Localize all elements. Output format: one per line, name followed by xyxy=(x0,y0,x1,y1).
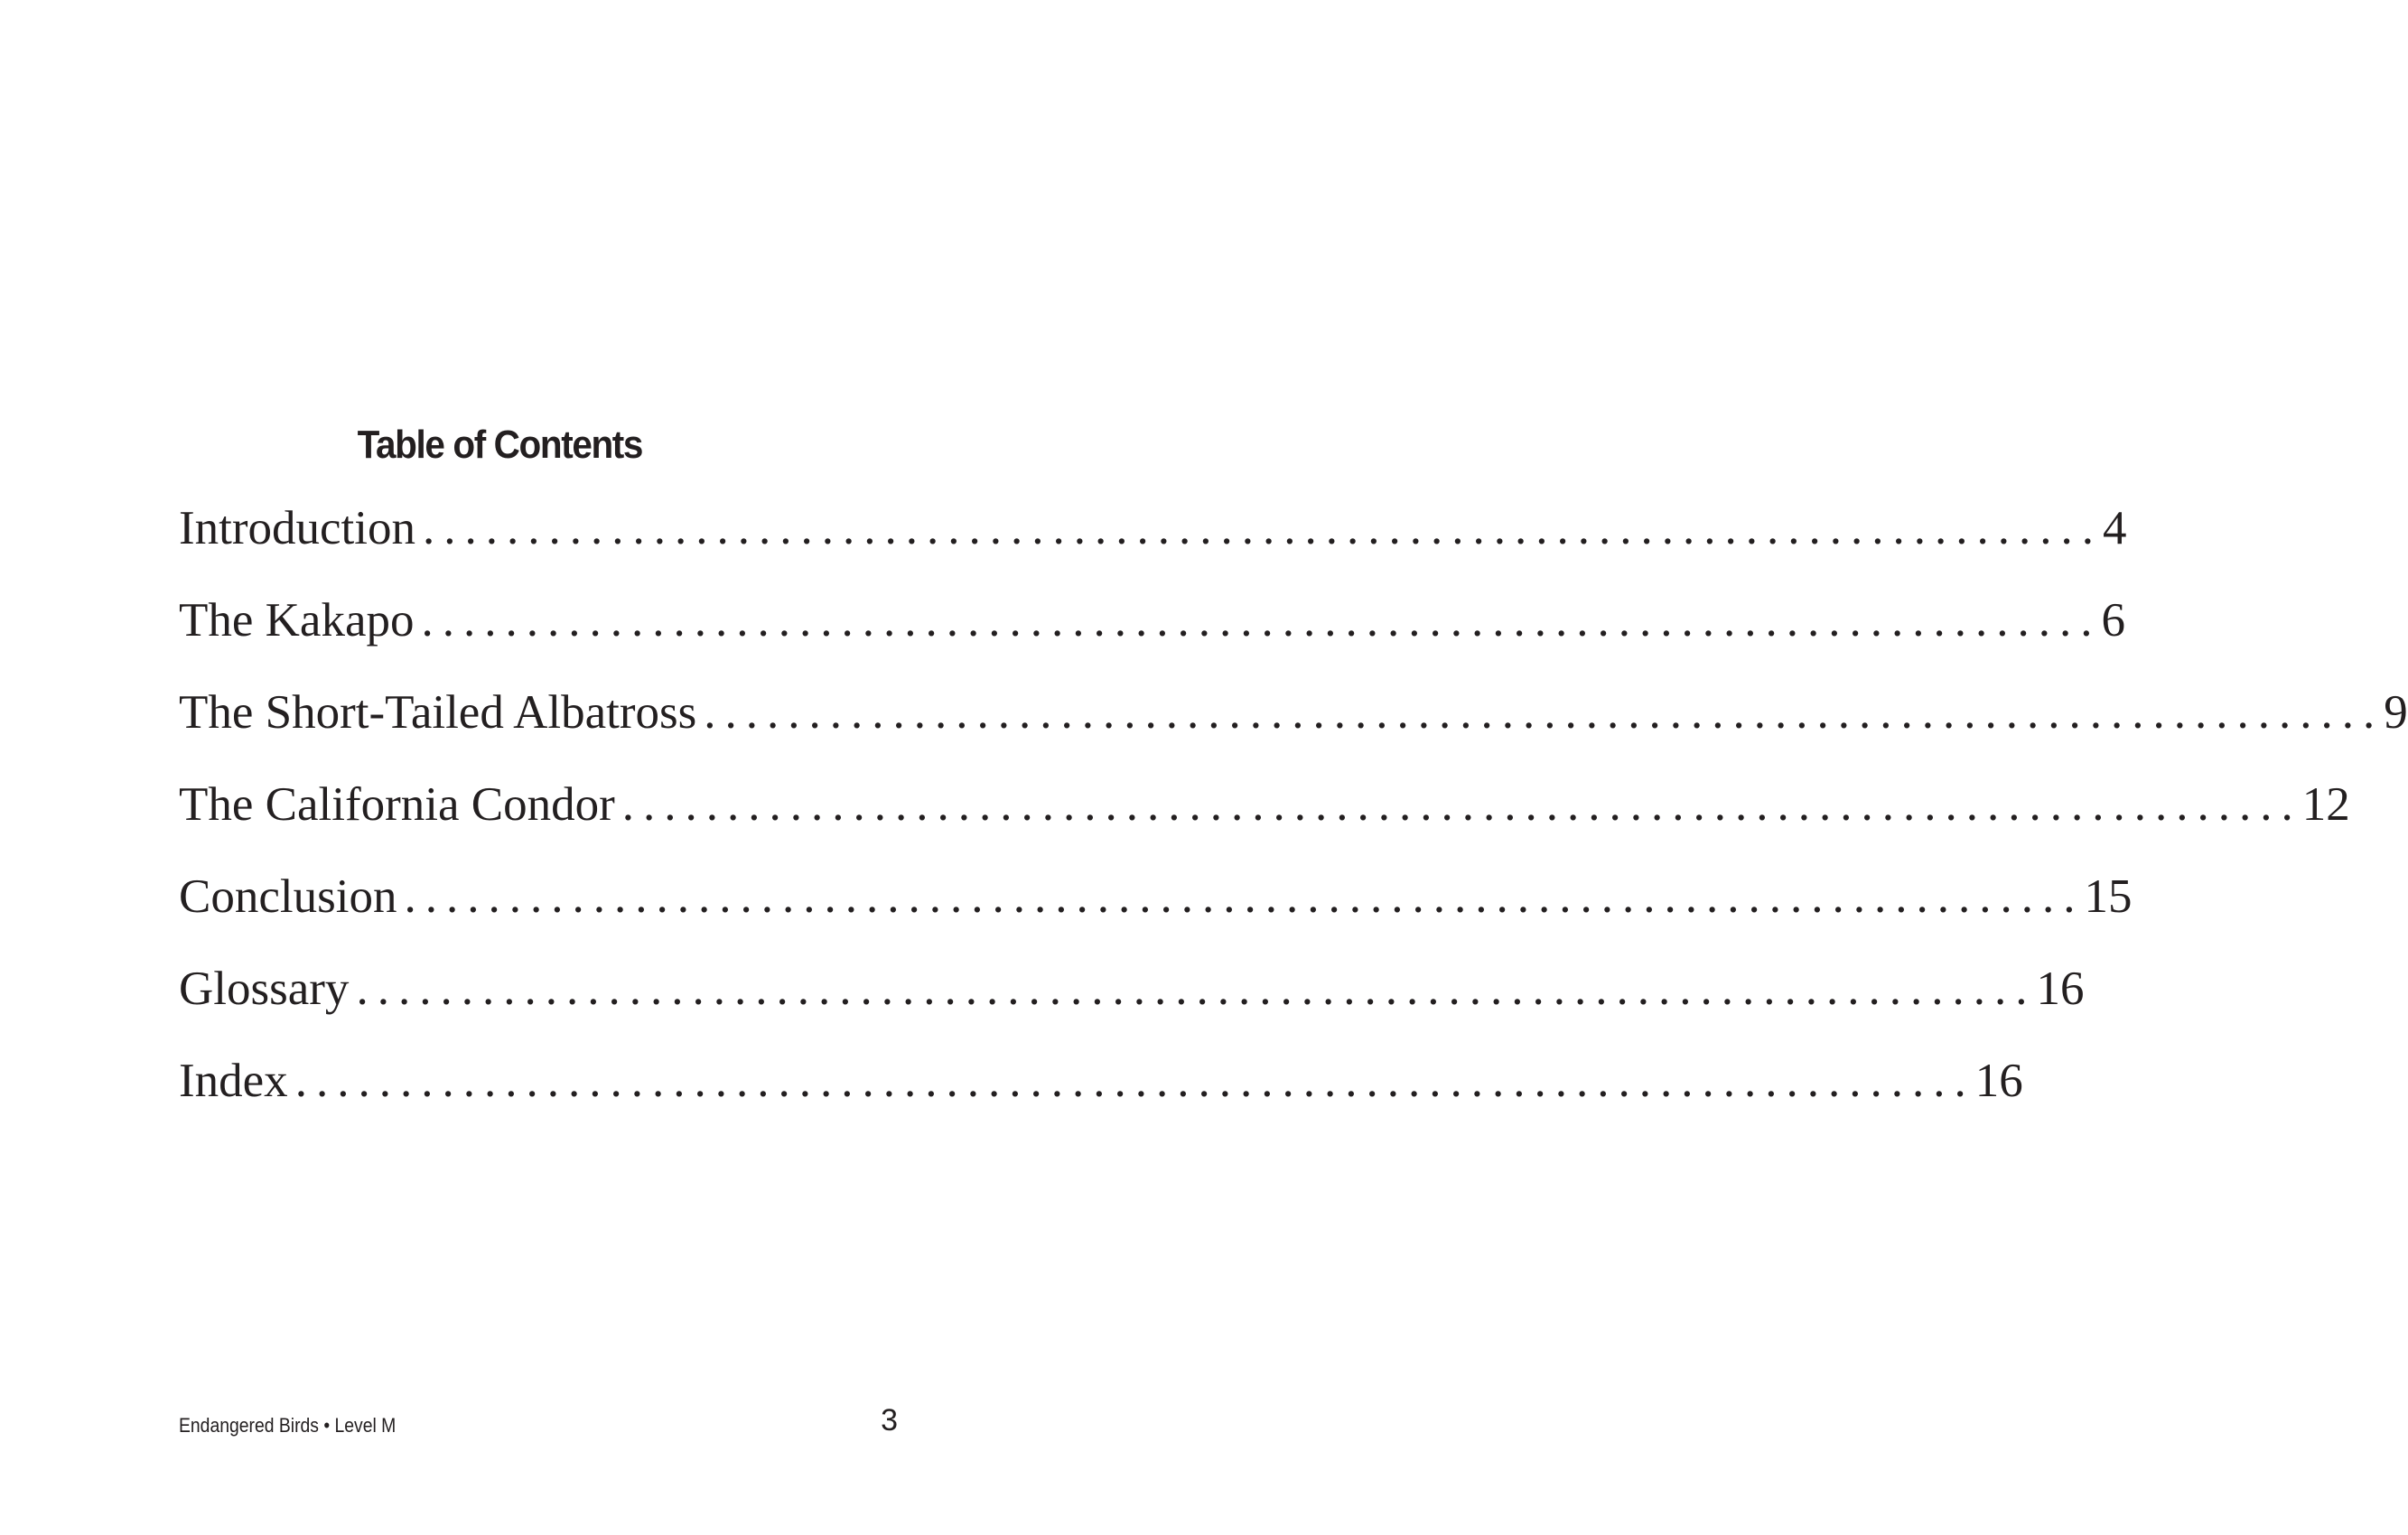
toc-list xyxy=(179,501,2408,1146)
footer-book-title: Endangered Birds • Level M xyxy=(179,1414,397,1437)
toc-entry-label: Introduction xyxy=(179,502,415,554)
toc-entry xyxy=(179,593,2125,685)
toc-entry-label: The Short-Tailed Albatross xyxy=(179,686,697,739)
toc-entry-page: 6 xyxy=(2101,594,2125,647)
footer-page-number: 3 xyxy=(881,1403,898,1437)
page-title: Table of Contents xyxy=(357,423,643,467)
toc-entry xyxy=(179,501,2127,593)
toc-entry-label: Conclusion xyxy=(179,870,397,923)
dot-leader: ................................................................................ xyxy=(704,686,2385,739)
dot-leader: ................................................................................ xyxy=(356,963,2037,1015)
toc-entry-label: The California Condor xyxy=(179,778,615,831)
toc-entry xyxy=(179,685,2408,777)
dot-leader: ................................................................................ xyxy=(421,594,2102,647)
toc-entry-page: 16 xyxy=(2036,963,2085,1015)
toc-entry-page: 15 xyxy=(2084,870,2133,923)
dot-leader: ................................................................................ xyxy=(294,1055,1975,1107)
toc-entry-label: Glossary xyxy=(179,963,350,1015)
toc-entry xyxy=(179,870,2133,962)
toc-entry-page: 4 xyxy=(2103,502,2127,554)
toc-entry-page: 9 xyxy=(2384,686,2408,739)
toc-entry xyxy=(179,777,2350,870)
dot-leader: ................................................................................ xyxy=(621,778,2302,831)
toc-entry-page: 16 xyxy=(1974,1055,2023,1107)
dot-leader: ................................................................................ xyxy=(423,502,2103,554)
toc-entry xyxy=(179,962,2085,1054)
toc-entry xyxy=(179,1054,2023,1146)
dot-leader: ................................................................................ xyxy=(404,870,2085,923)
toc-entry-label: Index xyxy=(179,1055,288,1107)
toc-entry-page: 12 xyxy=(2301,778,2350,831)
toc-entry-label: The Kakapo xyxy=(179,594,415,647)
